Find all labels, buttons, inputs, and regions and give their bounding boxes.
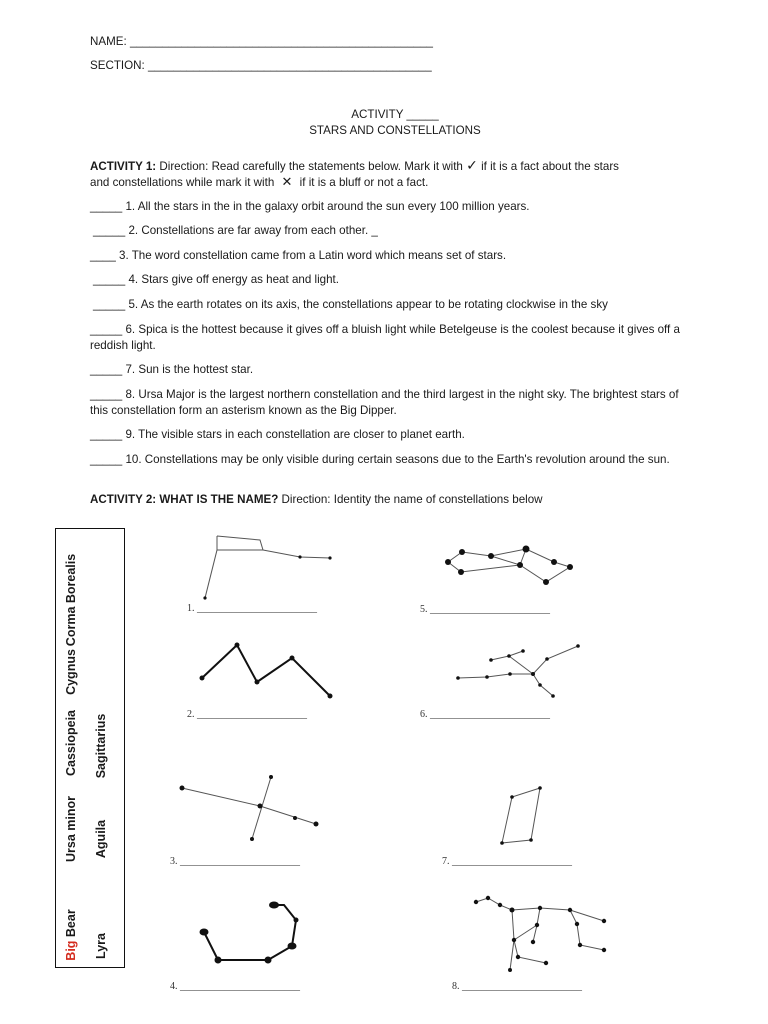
section-field[interactable]: SECTION: ____________________________________________ [90, 59, 432, 72]
constellation-figure-4 [200, 902, 299, 964]
direction-text: if it is a bluff or not a fact. [299, 176, 429, 189]
word-bank-lyra: Lyra [94, 933, 108, 959]
word-bank-corma-borealis: Corma Borealis [64, 553, 78, 647]
word-bank-aguila: Aguila [94, 819, 108, 859]
statement-4: _____ 4. Stars give off energy as heat and light. [93, 273, 339, 286]
answer-blank-6[interactable]: 6. ________________________ [420, 709, 550, 720]
answer-blank-1[interactable]: 1. ________________________ [187, 603, 317, 614]
direction-text: and constellations while mark it with [90, 176, 275, 189]
constellation-figure-2 [200, 643, 333, 699]
constellation-figure-6 [456, 644, 580, 698]
activity-number: ACTIVITY _____ [351, 108, 439, 121]
statement-10: _____ 10. Constellations may be only visible during certain seasons due to the Earth's revolution around the sun. [90, 453, 670, 466]
statement-9: _____ 9. The visible stars in each constellation are closer to planet earth. [90, 428, 465, 441]
name-field[interactable]: NAME: _______________________________________________ [90, 35, 433, 48]
constellation-figure-5 [445, 546, 573, 586]
check-icon: ✓ [466, 157, 478, 173]
direction-text: Direction: Identity the name of constellations below [281, 493, 543, 506]
word-bank-big-bear: Big Bear [64, 909, 78, 961]
word-bank-cygnus: Cygnus [64, 649, 78, 695]
constellation-figure-7 [500, 786, 542, 845]
activity2-heading: ACTIVITY 2: WHAT IS THE NAME? [90, 493, 279, 506]
direction-text: if it is a fact about the stars [481, 160, 619, 173]
activity1-heading: ACTIVITY 1: [90, 160, 157, 173]
answer-blank-5[interactable]: 5. ________________________ [420, 604, 550, 615]
direction-text: Direction: Read carefully the statements below. Mark it with [159, 160, 463, 173]
answer-blank-7[interactable]: 7. ________________________ [442, 856, 572, 867]
constellation-figure-3 [180, 775, 319, 841]
statement-5: _____ 5. As the earth rotates on its axis, the constellations appear to be rotating clockwise in the sky [93, 298, 608, 311]
answer-blank-8[interactable]: 8. ________________________ [452, 981, 582, 992]
word-bank-ursa-minor: Ursa minor [64, 796, 78, 862]
statement-2: _____ 2. Constellations are far away from each other. _ [93, 224, 378, 237]
statement-3: ____ 3. The word constellation came from a Latin word which means set of stars. [90, 249, 507, 262]
statement-8: _____ 8. Ursa Major is the largest northern constellation and the third largest in the night sky. The brightest stars of this constellation form an asterism known as the Big Dipper. [90, 388, 679, 417]
constellation-figure-8 [474, 896, 606, 972]
page-title: STARS AND CONSTELLATIONS [309, 124, 481, 137]
statement-7: _____ 7. Sun is the hottest star. [90, 363, 254, 376]
answer-blank-2[interactable]: 2. ______________________ [187, 709, 307, 720]
statement-6: _____ 6. Spica is the hottest because it gives off a bluish light while Betelgeuse is the coolest because it gives off a reddish light. [90, 323, 680, 352]
answer-blank-3[interactable]: 3. ________________________ [170, 856, 300, 867]
word-bank-sagittarius: Sagittarius [94, 713, 108, 779]
statement-1: _____ 1. All the stars in the in the galaxy orbit around the sun every 100 million years. [90, 200, 530, 213]
word-bank-cassiopeia: Cassiopeia [64, 709, 78, 777]
constellation-figure-1 [203, 536, 331, 600]
answer-blank-4[interactable]: 4. ________________________ [170, 981, 300, 992]
cross-icon: ✕ [281, 174, 293, 189]
